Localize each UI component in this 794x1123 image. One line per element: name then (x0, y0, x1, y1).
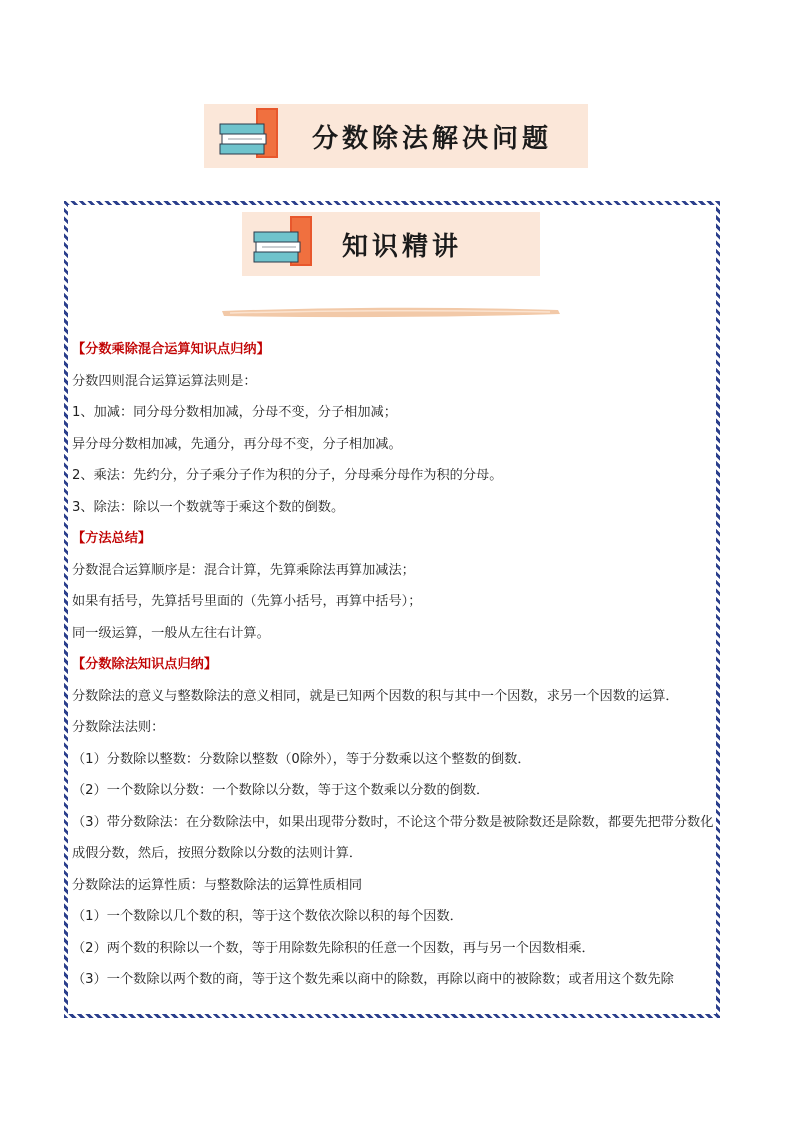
subtitle-banner (242, 212, 540, 276)
text-line: 2、乘法：先约分，分子乘分子作为积的分子，分母乘分母作为积的分母。 (72, 468, 503, 483)
section-heading: 【分数乘除混合运算知识点归纳】 (72, 342, 270, 357)
text-line: 1、加减：同分母分数相加减，分母不变，分子相加减； (72, 405, 397, 420)
text-paragraph: （3）带分数除法：在分数除法中，如果出现带分数时，不论这个带分数是被除数还是除数，都要先把带分数化成假分数，然后，按照分数除以分数的法则计算． (72, 814, 714, 861)
page-title: 分数除法解决问题 (312, 124, 553, 154)
text-line: （1）一个数除以几个数的积，等于这个数依次除以积的每个因数． (72, 909, 463, 924)
books-icon (252, 214, 318, 274)
books-icon (218, 106, 284, 166)
text-line: （2）两个数的积除以一个数，等于用除数先除积的任意一个因数，再与另一个因数相乘． (72, 940, 595, 956)
section-heading: 【分数除法知识点归纳】 (72, 657, 218, 672)
text-line: 分数除法法则： (72, 720, 165, 735)
text-line: （3）一个数除以两个数的商，等于这个数先乘以商中的除数，再除以商中的被除数；或者用这个数先除 (72, 972, 674, 987)
brush-stroke-divider (220, 305, 562, 321)
section-subtitle: 知识精讲 (342, 232, 463, 262)
text-line: 异分母分数相加减，先通分，再分母不变，分子相加减。 (72, 436, 402, 452)
text-line: 分数四则混合运算运算法则是： (72, 373, 257, 389)
section-heading: 【方法总结】 (72, 531, 152, 546)
text-line: （1）分数除以整数：分数除以整数（0除外），等于分数乘以这个整数的倒数． (72, 751, 531, 767)
title-banner (204, 104, 588, 168)
text-line: 分数混合运算顺序是：混合计算，先算乘除法再算加减法； (72, 562, 415, 578)
document-body (72, 334, 714, 996)
text-line: 3、除法：除以一个数就等于乘这个数的倒数。 (72, 499, 345, 515)
text-line: （2）一个数除以分数：一个数除以分数，等于这个数乘以分数的倒数． (72, 783, 490, 798)
text-line: 分数除法的运算性质：与整数除法的运算性质相同 (72, 877, 363, 893)
text-paragraph: 分数除法的意义与整数除法的意义相同，就是已知两个因数的积与其中一个因数，求另一个因数的运算． (72, 688, 679, 704)
text-line: 如果有括号，先算括号里面的（先算小括号，再算中括号）； (72, 594, 422, 609)
text-line: 同一级运算，一般从左往右计算。 (72, 625, 270, 641)
